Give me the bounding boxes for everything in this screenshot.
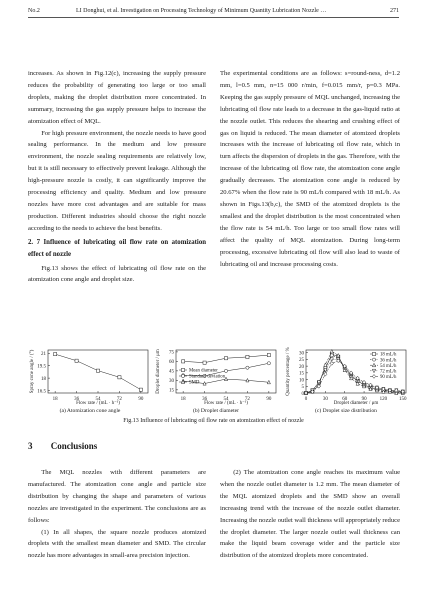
legend-label: 72 mL/h: [380, 369, 397, 375]
x-tick-label: 18: [180, 397, 186, 402]
y-tick-label: 21: [41, 352, 46, 358]
legend-label: 90 mL/h: [380, 375, 397, 381]
y-axis-label: Spray cone angle / (°): [30, 349, 35, 394]
section-number: 3: [28, 441, 33, 451]
running-header: [28, 4, 399, 18]
y-tick-label: 75: [169, 350, 174, 356]
y-tick-label: 25: [299, 358, 304, 364]
legend-marker: [181, 374, 184, 377]
data-point: [324, 372, 327, 376]
x-tick-label: 36: [202, 397, 208, 402]
section-heading: [28, 441, 97, 451]
y-tick-label: 60: [169, 360, 174, 366]
data-point: [75, 359, 78, 362]
x-tick-label: 54: [95, 397, 101, 402]
data-point: [96, 369, 99, 372]
figure-a-cone-angle: [28, 346, 152, 406]
legend-label: 36 mL/h: [380, 358, 397, 364]
x-tick-label: 60: [342, 397, 348, 402]
x-tick-label: 90: [361, 397, 367, 402]
paragraph: (1) In all shapes, the square nozzle produces atomized droplets with the smallest mean diameter and SMD. The circular nozzle has more advantages in small-area precision injection.: [28, 528, 206, 560]
running-title: LI Donghui, et al. Investigation on Processing Technology of Minimum Quantity Lubrication Nozzle …: [76, 8, 327, 14]
section-title: Conclusions: [50, 441, 98, 451]
y-tick-label: 19.5: [37, 364, 46, 370]
data-point: [246, 355, 249, 358]
paragraph: increases. As shown in Fig.12(c), increasing the supply pressure reduces the probability of generating too large or too small droplets, making the droplet distribution more concentrated. In summary, increasing the gas supply pressure helps to increase the atomization effect of MQL.: [28, 70, 206, 125]
paragraph: (2) The atomization cone angle reaches its maximum value when the nozzle outlet diameter is 1.2 mm. The mean diameter of the MQL atomized droplets and the SMD show an overall increasing trend with the increase of the nozzle outlet diameter. Increasing the nozzle outlet wall thickness will appropriately reduce the droplet diameter. The larger nozzle outlet wall thickness can make the liquid beam coverage wider and the particle size distribution of the atomized droplets more concentrated.: [220, 469, 400, 560]
paragraph: The experimental conditions are as follows: s=round-ness, d=1.2 mm, l=0.5 mm, n=15 000 r/min, f=0.015 mm/r, p=0.3 MPa. Keeping the gas supply pressure of MQL unchanged, increasing the lubricating oil flow rate leads to a decrease in the gas-liquid ratio at the nozzle outlet. This reduces the shearing and crushing effect of gas on liquid is reduced. The mean diameter of atomized droplets increases with the increase of lubricating oil flow rate, which in turn affects the dispersion of droplets in the gas. Therefore, with the increase of the lubricating oil flow rate, the atomization cone angle gradually decreases. The atomization cone angle is reduced by 20.67% when the flow rate is 90 mL/h compared with 18 mL/h. As shown in Figs.13(b,c), the SMD of the atomized droplets is the smallest and the droplet distribution is the most concentrated when the flow rate is 54 mL/h. Too large or too small flow rates will affect the quality of MQL atomization. During long-term processing, excessive lubricating oil flow will also lead to waste of lubricating oil and increase processing costs.: [220, 70, 400, 268]
x-tick-label: 72: [244, 397, 250, 402]
page-number: 271: [390, 8, 399, 14]
data-point: [324, 363, 327, 367]
data-point: [182, 360, 185, 363]
text-column-left-top: [28, 68, 206, 286]
x-tick-label: 90: [266, 397, 272, 402]
data-point: [139, 388, 142, 391]
y-axis-label: Quantity percentage / %: [286, 347, 291, 396]
legend-marker: [181, 368, 184, 371]
paragraph: Fig.13 shows the effect of lubricating oil flow rate on the atomization cone angle and droplet size.: [28, 264, 206, 284]
x-tick-label: 18: [52, 397, 58, 402]
x-tick-label: 30: [322, 397, 328, 402]
y-tick-label: 5: [301, 385, 304, 391]
y-tick-label: 45: [169, 369, 174, 375]
legend-marker: [372, 352, 375, 355]
x-tick-label: 120: [379, 397, 388, 402]
x-axis-label: Flow rate / (mL · h⁻¹): [204, 401, 248, 406]
text-column-right-bottom: [220, 467, 400, 562]
chart-svg: [284, 346, 410, 406]
chart-svg: [28, 346, 152, 406]
legend-label: Mean diameter: [189, 368, 218, 374]
figure-b-droplet-diameter: [154, 346, 280, 406]
chart-svg: [154, 346, 280, 406]
legend-marker: [372, 358, 375, 361]
x-tick-label: 90: [138, 397, 144, 402]
data-point: [267, 362, 270, 365]
x-tick-label: 36: [74, 397, 80, 402]
data-point: [118, 376, 121, 379]
y-tick-label: 15: [299, 371, 304, 377]
x-tick-label: 0: [304, 397, 308, 402]
y-tick-label: 16.5: [37, 389, 46, 395]
paragraph: For high pressure environment, the nozzle needs to have good sealing performance. In the medium and low pressure environment, the nozzle sealing requirements are relatively low, but it is still necessary to effectively prevent leakage. Although the high-pressure nozzle is costly, it can significantly improve the processing efficiency and quality. Medium and low pressure nozzles have more cost advantages and are suitable for mass production. Different industries should choose the right nozzle according to the needs to achieve the best benefits.: [28, 129, 206, 232]
x-axis-label: Droplet diameter / μm: [333, 401, 379, 406]
x-tick-label: 54: [223, 397, 229, 402]
text-column-left-bottom: [28, 467, 206, 562]
legend-marker: [372, 375, 375, 379]
subsection-heading: 2. 7 Influence of lubricating oil flow rate on atomization effect of nozzle: [28, 238, 206, 258]
paragraph: The MQL nozzles with different parameters are manufactured. The atomization cone angle and particle size distribution by changing the shape and parameters of various nozzles are investigated in the experiment. The conclusions are as follows:: [28, 469, 206, 524]
figure-c-size-distribution: [284, 346, 410, 406]
data-point: [224, 369, 227, 372]
y-tick-label: 15: [169, 388, 174, 394]
y-tick-label: 18: [41, 376, 46, 382]
data-point: [246, 366, 249, 369]
legend-label: 54 mL/h: [380, 363, 397, 369]
x-tick-label: 72: [116, 397, 122, 402]
y-tick-label: 30: [169, 379, 174, 385]
issue-number: No.2: [28, 8, 40, 14]
y-tick-label: 30: [299, 351, 304, 357]
figure-caption: Fig.13 Influence of lubricating oil flow rate on atomization effect of nozzle: [123, 418, 304, 424]
data-point: [224, 357, 227, 360]
subfigure-caption-a: (a) Atomization cone angle: [59, 408, 121, 414]
data-point: [330, 354, 333, 357]
subfigure-caption-c: (c) Droplet size distribution: [315, 408, 377, 414]
subfigure-caption-b: (b) Droplet diameter: [193, 408, 239, 414]
y-tick-label: 20: [299, 364, 304, 370]
data-point: [203, 361, 206, 364]
y-tick-label: 0: [301, 391, 304, 397]
x-tick-label: 150: [399, 397, 407, 402]
data-point: [267, 353, 270, 356]
y-axis-label: Droplet diameter / μm: [156, 349, 161, 394]
data-point: [330, 362, 333, 366]
y-tick-label: 10: [299, 378, 304, 384]
data-point: [330, 358, 333, 362]
data-point: [54, 353, 57, 356]
legend-label: 18 mL/h: [380, 352, 397, 358]
legend-label: Standard deviation: [189, 374, 226, 380]
x-axis-label: Flow rate / (mL · h⁻¹): [76, 401, 120, 406]
legend-label: SMD: [189, 380, 200, 386]
text-column-right-top: [220, 68, 400, 270]
